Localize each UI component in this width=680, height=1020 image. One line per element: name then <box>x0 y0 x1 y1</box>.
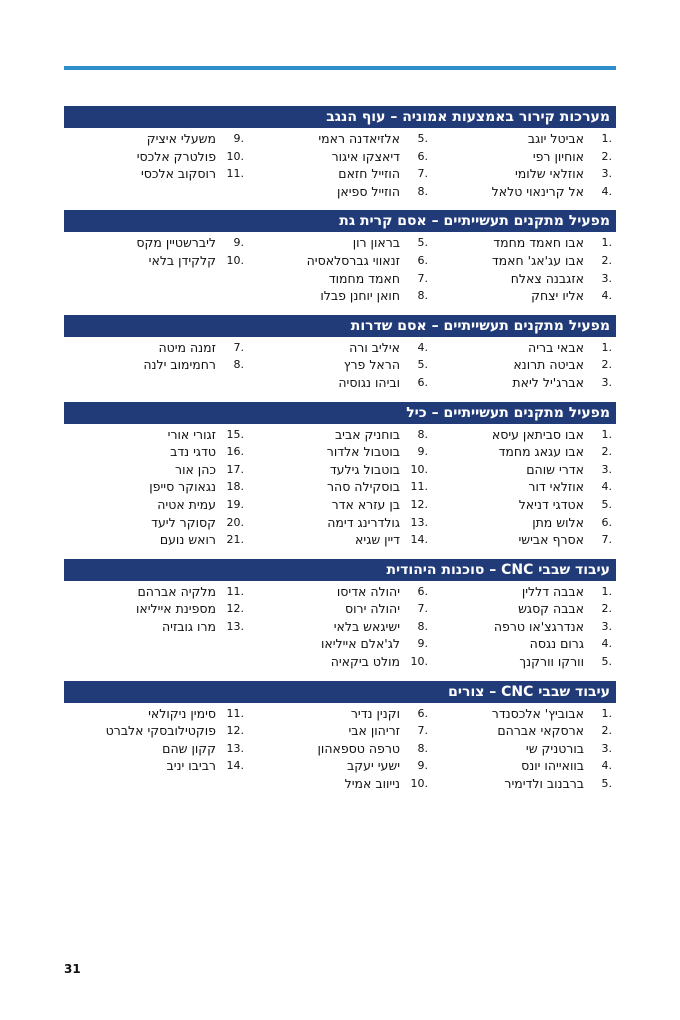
person-name: חואן יוחנן פבלו <box>320 288 400 304</box>
item-number: 7. <box>417 602 428 616</box>
item-number: 11. <box>226 706 244 720</box>
person-name: אזגבנה צאלח <box>510 270 584 286</box>
item-number: 4. <box>417 340 428 354</box>
list-item <box>248 234 432 252</box>
item-number: 19. <box>226 497 244 511</box>
person-name: אבבה דללין <box>521 583 584 599</box>
item-number: 2. <box>601 149 612 163</box>
item-number: 8. <box>417 289 428 303</box>
person-name: קקון שהם <box>162 740 216 756</box>
person-name: זמנה מיטה <box>158 339 216 355</box>
course-section <box>64 402 616 549</box>
person-name: דיאצקו איגור <box>331 148 400 164</box>
person-name: מולט ביקאיה <box>330 654 400 670</box>
name-columns <box>64 337 616 392</box>
list-item <box>248 183 432 201</box>
person-name: אבאי בריה <box>528 339 584 355</box>
person-name: בראון רון <box>352 235 400 251</box>
name-columns <box>64 232 616 304</box>
name-columns <box>64 703 616 793</box>
list-item <box>432 183 616 201</box>
person-name: נגאוקר סייפן <box>149 479 216 495</box>
person-name: יהולה אדיסו <box>336 583 400 599</box>
list-item <box>248 148 432 166</box>
list-item <box>432 600 616 618</box>
person-name: לג'אלם אייליאו <box>320 636 400 652</box>
person-name: אבו חאמד מחמד <box>493 235 584 251</box>
page-number: 31 <box>64 962 81 976</box>
item-number: 4. <box>601 184 612 198</box>
person-name: אטדגי דניאל <box>518 496 584 512</box>
name-column <box>248 339 432 392</box>
item-number: 6. <box>417 584 428 598</box>
list-item <box>432 705 616 723</box>
person-name: בורטניק שי <box>525 740 584 756</box>
list-item <box>248 356 432 374</box>
person-name: זריהון אבי <box>348 723 400 739</box>
list-item <box>64 496 248 514</box>
person-name: אלוש מתן <box>532 514 584 530</box>
list-item <box>64 705 248 723</box>
person-name: אסרף אבישי <box>518 532 584 548</box>
list-item <box>248 653 432 671</box>
person-name: ארסקאי אברהם <box>497 723 584 739</box>
list-item <box>248 635 432 653</box>
item-number: 12. <box>226 724 244 738</box>
person-name: אוזלאי דור <box>528 479 584 495</box>
item-number: 3. <box>601 619 612 633</box>
item-number: 2. <box>601 358 612 372</box>
person-name: אליו יצחק <box>531 288 584 304</box>
item-number: 1. <box>601 236 612 250</box>
list-item <box>248 496 432 514</box>
list-item <box>432 148 616 166</box>
list-item <box>64 130 248 148</box>
name-column <box>64 426 248 549</box>
item-number: 7. <box>417 724 428 738</box>
list-item <box>64 618 248 636</box>
item-number: 1. <box>601 584 612 598</box>
list-item <box>432 374 616 392</box>
person-name: קלקידן בלאי <box>148 252 216 268</box>
person-name: ליברשטיין מקס <box>136 235 216 251</box>
item-number: 6. <box>601 515 612 529</box>
person-name: דיין שגיא <box>355 532 400 548</box>
list-item <box>64 531 248 549</box>
item-number: 7. <box>417 167 428 181</box>
item-number: 10. <box>226 253 244 267</box>
list-item <box>432 426 616 444</box>
list-item <box>64 165 248 183</box>
list-item <box>248 252 432 270</box>
person-name: בוסקילה סהר <box>327 479 400 495</box>
person-name: אוחיון רפי <box>532 148 584 164</box>
item-number: 5. <box>417 358 428 372</box>
list-item <box>64 339 248 357</box>
item-number: 3. <box>601 375 612 389</box>
person-name: אבו עג'אג' חאמד <box>491 252 584 268</box>
list-item <box>64 478 248 496</box>
item-number: 2. <box>601 253 612 267</box>
item-number: 4. <box>601 759 612 773</box>
name-column <box>248 130 432 200</box>
list-item <box>248 426 432 444</box>
top-rule <box>64 66 616 70</box>
item-number: 6. <box>417 375 428 389</box>
name-columns <box>64 128 616 200</box>
person-name: הוזייל ספיאן <box>336 183 400 199</box>
list-item <box>432 514 616 532</box>
person-name: וביהו נגוסיה <box>338 374 400 390</box>
name-column <box>432 130 616 200</box>
list-item <box>248 722 432 740</box>
person-name: פוקטילובסקי אלברט <box>105 723 216 739</box>
list-item <box>64 356 248 374</box>
person-name: מרו גובזיה <box>162 618 216 634</box>
course-section <box>64 681 616 793</box>
list-item <box>64 148 248 166</box>
section-header: עיבוד שבבי CNC – סוכנות היהודית <box>64 559 616 581</box>
list-item <box>64 583 248 601</box>
list-item <box>432 722 616 740</box>
person-name: יהולה ירוס <box>345 601 400 617</box>
person-name: קסוקר ליעד <box>151 514 216 530</box>
item-number: 5. <box>601 655 612 669</box>
list-item <box>248 583 432 601</box>
list-item <box>248 374 432 392</box>
item-number: 18. <box>226 480 244 494</box>
person-name: גולדרינג דימה <box>327 514 400 530</box>
name-columns <box>64 424 616 549</box>
item-number: 2. <box>601 602 612 616</box>
item-number: 4. <box>601 480 612 494</box>
list-item <box>64 234 248 252</box>
section-header: עיבוד שבבי CNC – צורים <box>64 681 616 703</box>
course-section <box>64 210 616 304</box>
person-name: אלזיאדנה ראמי <box>318 131 400 146</box>
person-name: זגורי אורי <box>167 426 216 442</box>
name-column <box>248 426 432 549</box>
person-name: אבו סביתאן עיסא <box>491 426 584 442</box>
list-item <box>432 339 616 357</box>
person-name: אברג'יל ליאת <box>512 374 584 390</box>
item-number: 14. <box>226 759 244 773</box>
person-name: אל קרינאוי טלאל <box>491 183 584 199</box>
list-item <box>248 600 432 618</box>
list-item <box>248 165 432 183</box>
list-item <box>64 600 248 618</box>
item-number: 6. <box>417 253 428 267</box>
list-item <box>64 722 248 740</box>
item-number: 1. <box>601 132 612 145</box>
item-number: 8. <box>417 619 428 633</box>
item-number: 10. <box>410 777 428 791</box>
person-name: אוזלאי שלומי <box>515 166 584 182</box>
list-item <box>248 775 432 793</box>
list-item <box>432 478 616 496</box>
name-columns <box>64 581 616 671</box>
list-item <box>432 461 616 479</box>
person-name: וקנין נדיר <box>350 705 400 721</box>
person-name: טרפה טספאהון <box>317 740 400 756</box>
person-name: הוזייל חזאם <box>338 166 400 182</box>
item-number: 2. <box>601 724 612 738</box>
item-number: 5. <box>601 777 612 791</box>
list-item <box>248 531 432 549</box>
person-name: טדגי נדב <box>170 444 216 460</box>
item-number: 13. <box>226 741 244 755</box>
name-column <box>64 583 248 671</box>
person-name: ישעי יעקב <box>347 758 400 774</box>
list-item <box>64 426 248 444</box>
list-item <box>432 531 616 549</box>
person-name: אבו עגאג מחמד <box>498 444 584 460</box>
list-item <box>248 618 432 636</box>
item-number: 12. <box>410 497 428 511</box>
person-name: פולטרק אלכסי <box>136 148 216 164</box>
person-name: רביבו יניב <box>166 758 216 774</box>
name-column <box>64 705 248 793</box>
item-number: 9. <box>417 445 428 459</box>
course-section <box>64 106 616 200</box>
person-name: אביטה תרונא <box>513 357 584 373</box>
item-number: 7. <box>233 340 244 354</box>
name-column <box>432 705 616 793</box>
item-number: 1. <box>601 340 612 354</box>
item-number: 10. <box>410 655 428 669</box>
item-number: 13. <box>226 619 244 633</box>
item-number: 5. <box>417 236 428 250</box>
list-item <box>432 270 616 288</box>
item-number: 11. <box>410 480 428 494</box>
person-name: רואש נועם <box>159 532 216 548</box>
list-item <box>248 757 432 775</box>
item-number: 17. <box>226 462 244 476</box>
person-name: נייווב אמיל <box>344 776 400 792</box>
item-number: 8. <box>417 184 428 198</box>
list-item <box>432 653 616 671</box>
person-name: גרום נגסה <box>529 636 584 652</box>
item-number: 7. <box>417 271 428 285</box>
list-item <box>248 705 432 723</box>
list-item <box>432 635 616 653</box>
item-number: 11. <box>226 584 244 598</box>
item-number: 10. <box>410 462 428 476</box>
list-item <box>248 130 432 148</box>
list-item <box>64 757 248 775</box>
name-column <box>64 130 248 200</box>
name-column <box>248 234 432 304</box>
person-name: בוואייהו יונס <box>521 758 584 774</box>
list-item <box>248 461 432 479</box>
section-header: מפעיל מתקנים תעשייתיים – כיל <box>64 402 616 424</box>
item-number: 1. <box>601 706 612 720</box>
name-column <box>432 426 616 549</box>
person-name: אבבה קסגש <box>518 601 584 617</box>
item-number: 9. <box>417 759 428 773</box>
item-number: 6. <box>417 149 428 163</box>
list-item <box>432 165 616 183</box>
person-name: כהן אור <box>175 461 216 477</box>
person-name: מלקיה אברהם <box>137 583 216 599</box>
list-item <box>64 740 248 758</box>
person-name: הראל פרץ <box>343 357 400 373</box>
person-name: אבוביץ' אלכסנדר <box>491 705 584 721</box>
list-item <box>432 583 616 601</box>
item-number: 13. <box>410 515 428 529</box>
item-number: 9. <box>233 132 244 145</box>
person-name: וורקו וורקנך <box>519 654 584 670</box>
item-number: 16. <box>226 445 244 459</box>
item-number: 3. <box>601 271 612 285</box>
item-number: 1. <box>601 427 612 441</box>
item-number: 3. <box>601 167 612 181</box>
person-name: סימין ניקולאי <box>148 705 216 721</box>
list-item <box>432 356 616 374</box>
list-item <box>432 757 616 775</box>
name-column <box>432 583 616 671</box>
list-item <box>432 252 616 270</box>
item-number: 4. <box>601 637 612 651</box>
person-name: משעלי איציק <box>146 131 216 146</box>
item-number: 7. <box>601 533 612 547</box>
list-item <box>64 514 248 532</box>
item-number: 15. <box>226 427 244 441</box>
person-name: ברבנוב ולדימיר <box>504 776 584 792</box>
list-item <box>432 618 616 636</box>
item-number: 14. <box>410 533 428 547</box>
item-number: 9. <box>417 637 428 651</box>
name-column <box>432 339 616 392</box>
person-name: איליב ורה <box>349 339 400 355</box>
section-header: מפעיל מתקנים תעשייתיים – אסם קרית גת <box>64 210 616 232</box>
item-number: 8. <box>233 358 244 372</box>
course-section <box>64 315 616 392</box>
section-header: מפעיל מתקנים תעשייתיים – אסם שדרות <box>64 315 616 337</box>
item-number: 21. <box>226 533 244 547</box>
person-name: מספינת אייליאו <box>135 601 216 617</box>
course-section <box>64 559 616 671</box>
person-name: רוסקוב אלכסי <box>140 166 216 182</box>
graduates-list <box>64 106 616 803</box>
item-number: 9. <box>233 236 244 250</box>
name-column <box>64 234 248 304</box>
list-item <box>248 740 432 758</box>
name-column <box>64 339 248 392</box>
item-number: 8. <box>417 741 428 755</box>
section-header: מערכות קירור באמצעות אמוניה – עוף הנגב <box>64 106 616 128</box>
person-name: בן עזרא אדר <box>331 496 400 512</box>
list-item <box>248 478 432 496</box>
list-item <box>432 775 616 793</box>
list-item <box>432 130 616 148</box>
person-name: ישיגאש בלאי <box>333 618 400 634</box>
item-number: 12. <box>226 602 244 616</box>
list-item <box>248 287 432 305</box>
list-item <box>248 443 432 461</box>
name-column <box>432 234 616 304</box>
person-name: אדרי שוהם <box>526 461 584 477</box>
list-item <box>248 270 432 288</box>
person-name: רחמימוב ילנה <box>143 357 216 373</box>
list-item <box>432 496 616 514</box>
list-item <box>432 287 616 305</box>
list-item <box>64 443 248 461</box>
list-item <box>432 234 616 252</box>
item-number: 20. <box>226 515 244 529</box>
name-column <box>248 705 432 793</box>
list-item <box>64 252 248 270</box>
person-name: אנדרגצ'או טרפה <box>493 618 584 634</box>
person-name: זנאווי גברסלאסיה <box>306 252 400 268</box>
person-name: אביטל יוגב <box>527 131 584 146</box>
item-number: 5. <box>601 497 612 511</box>
item-number: 10. <box>226 149 244 163</box>
list-item <box>432 740 616 758</box>
list-item <box>248 339 432 357</box>
item-number: 6. <box>417 706 428 720</box>
item-number: 5. <box>417 132 428 145</box>
item-number: 4. <box>601 289 612 303</box>
list-item <box>248 514 432 532</box>
person-name: עמית אטיה <box>157 496 216 512</box>
item-number: 11. <box>226 167 244 181</box>
person-name: בוחניק אביב <box>334 426 400 442</box>
item-number: 3. <box>601 462 612 476</box>
item-number: 2. <box>601 445 612 459</box>
person-name: בוטבול אלדור <box>326 444 400 460</box>
list-item <box>64 461 248 479</box>
name-column <box>248 583 432 671</box>
person-name: בוטבול גילעד <box>329 461 400 477</box>
person-name: חאמד מחמוד <box>328 270 400 286</box>
list-item <box>432 443 616 461</box>
item-number: 8. <box>417 427 428 441</box>
item-number: 3. <box>601 741 612 755</box>
